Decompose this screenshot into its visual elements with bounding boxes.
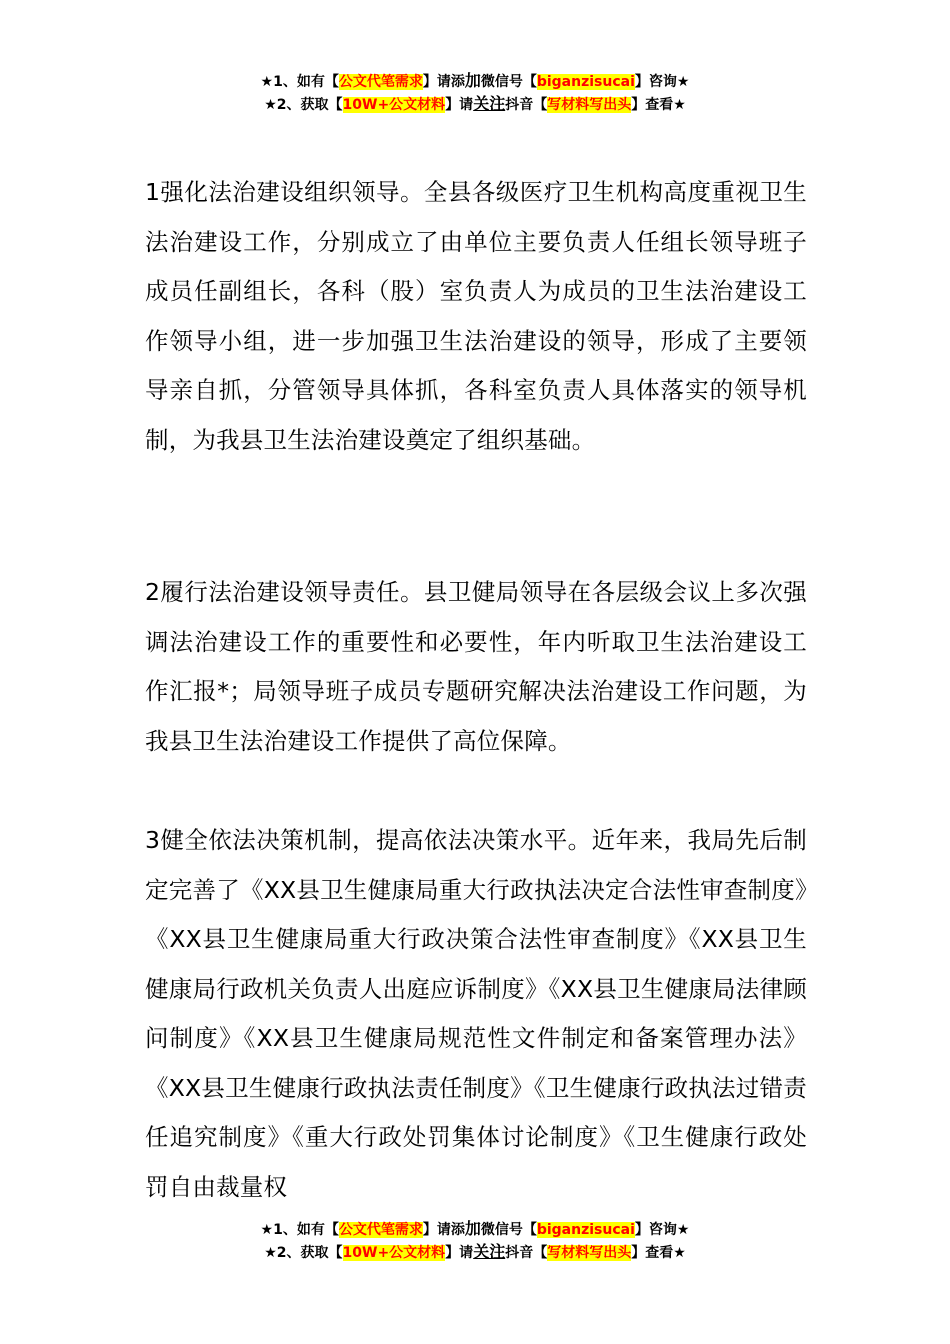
banner-text: ★2、获取【 bbox=[264, 97, 343, 113]
banner-text: 抖音【 bbox=[505, 97, 548, 113]
banner-emphasis: 关注 bbox=[473, 1242, 506, 1261]
banner-text: ★2、获取【 bbox=[264, 1245, 343, 1261]
banner-text: 】请 bbox=[445, 97, 474, 113]
header-banner bbox=[0, 70, 950, 116]
paragraph-text: 2履行法治建设领导责任。县卫健局领导在各层级会议上多次强调法治建设工作的重要性和必要性，年内听取卫生法治建设工作汇报*；局领导班子成员专题研究解决法治建设工作问题，为我县卫生法治建设工作提供了高位保障。 bbox=[145, 578, 807, 755]
banner-text: ★1、如有【 bbox=[260, 74, 339, 90]
banner-highlight: 公文代笔需求 bbox=[338, 1222, 423, 1238]
banner-text: 】查看★ bbox=[631, 97, 686, 113]
banner-highlight: 10W+公文材料 bbox=[342, 1245, 446, 1261]
banner-highlight: biganzisucai bbox=[536, 1222, 635, 1238]
banner-highlight: 公文代笔需求 bbox=[338, 74, 423, 90]
banner-text: ★1、如有【 bbox=[260, 1222, 339, 1238]
banner-text: 】请添 bbox=[422, 74, 465, 90]
banner-text: 】咨询★ bbox=[634, 1222, 690, 1238]
banner-text: 】查看★ bbox=[631, 1245, 686, 1261]
banner-highlight: 10W+公文材料 bbox=[342, 97, 446, 113]
banner-highlight: biganzisucai bbox=[536, 74, 635, 90]
paragraph-text: 1强化法治建设组织领导。全县各级医疗卫生机构高度重视卫生法治建设工作，分别成立了由单位主要负责人任组长领导班子成员任副组长，各科（股）室负责人为成员的卫生法治建设工作领导小组，进一步加强卫生法治建设的领导，形成了主要领导亲自抓，分管领导具体抓，各科室负责人具体落实的领导机制，为我县卫生法治建设奠定了组织基础。 bbox=[145, 178, 807, 454]
body-paragraph-3 bbox=[145, 816, 807, 1212]
banner-text: 】咨询★ bbox=[634, 74, 690, 90]
banner-emphasis: 关注 bbox=[473, 94, 506, 113]
banner-line-2 bbox=[0, 93, 950, 116]
body-paragraph-1 bbox=[145, 168, 807, 465]
banner-highlight: 写材料写出头 bbox=[547, 1245, 632, 1261]
banner-highlight: 写材料写出头 bbox=[547, 97, 632, 113]
banner-line-1 bbox=[0, 70, 950, 93]
footer-banner bbox=[0, 1218, 950, 1264]
banner-text: 微信号【 bbox=[480, 74, 537, 90]
banner-text: 微信号【 bbox=[480, 1222, 537, 1238]
body-paragraph-2 bbox=[145, 568, 807, 766]
banner-emphasis: 加 bbox=[464, 71, 481, 90]
banner-text: 】请添 bbox=[422, 1222, 465, 1238]
banner-emphasis: 加 bbox=[464, 1219, 481, 1238]
banner-line-1 bbox=[0, 1218, 950, 1241]
banner-text: 】请 bbox=[445, 1245, 474, 1261]
banner-line-2 bbox=[0, 1241, 950, 1264]
paragraph-text: 3健全依法决策机制，提高依法决策水平。近年来，我局先后制定完善了《XX县卫生健康局重大行政执法决定合法性审查制度》《XX县卫生健康局重大行政决策合法性审查制度》《XX县卫生健康局行政机关负责人出庭应诉制度》《XX县卫生健康局法律顾问制度》《XX县卫生健康局规范性文件制定和备案管理办法》《XX县卫生健康行政执法责任制度》《卫生健康行政执法过错责任追究制度》《重大行政处罚集体讨论制度》《卫生健康行政处罚自由裁量权 bbox=[145, 826, 807, 1201]
banner-text: 抖音【 bbox=[505, 1245, 548, 1261]
